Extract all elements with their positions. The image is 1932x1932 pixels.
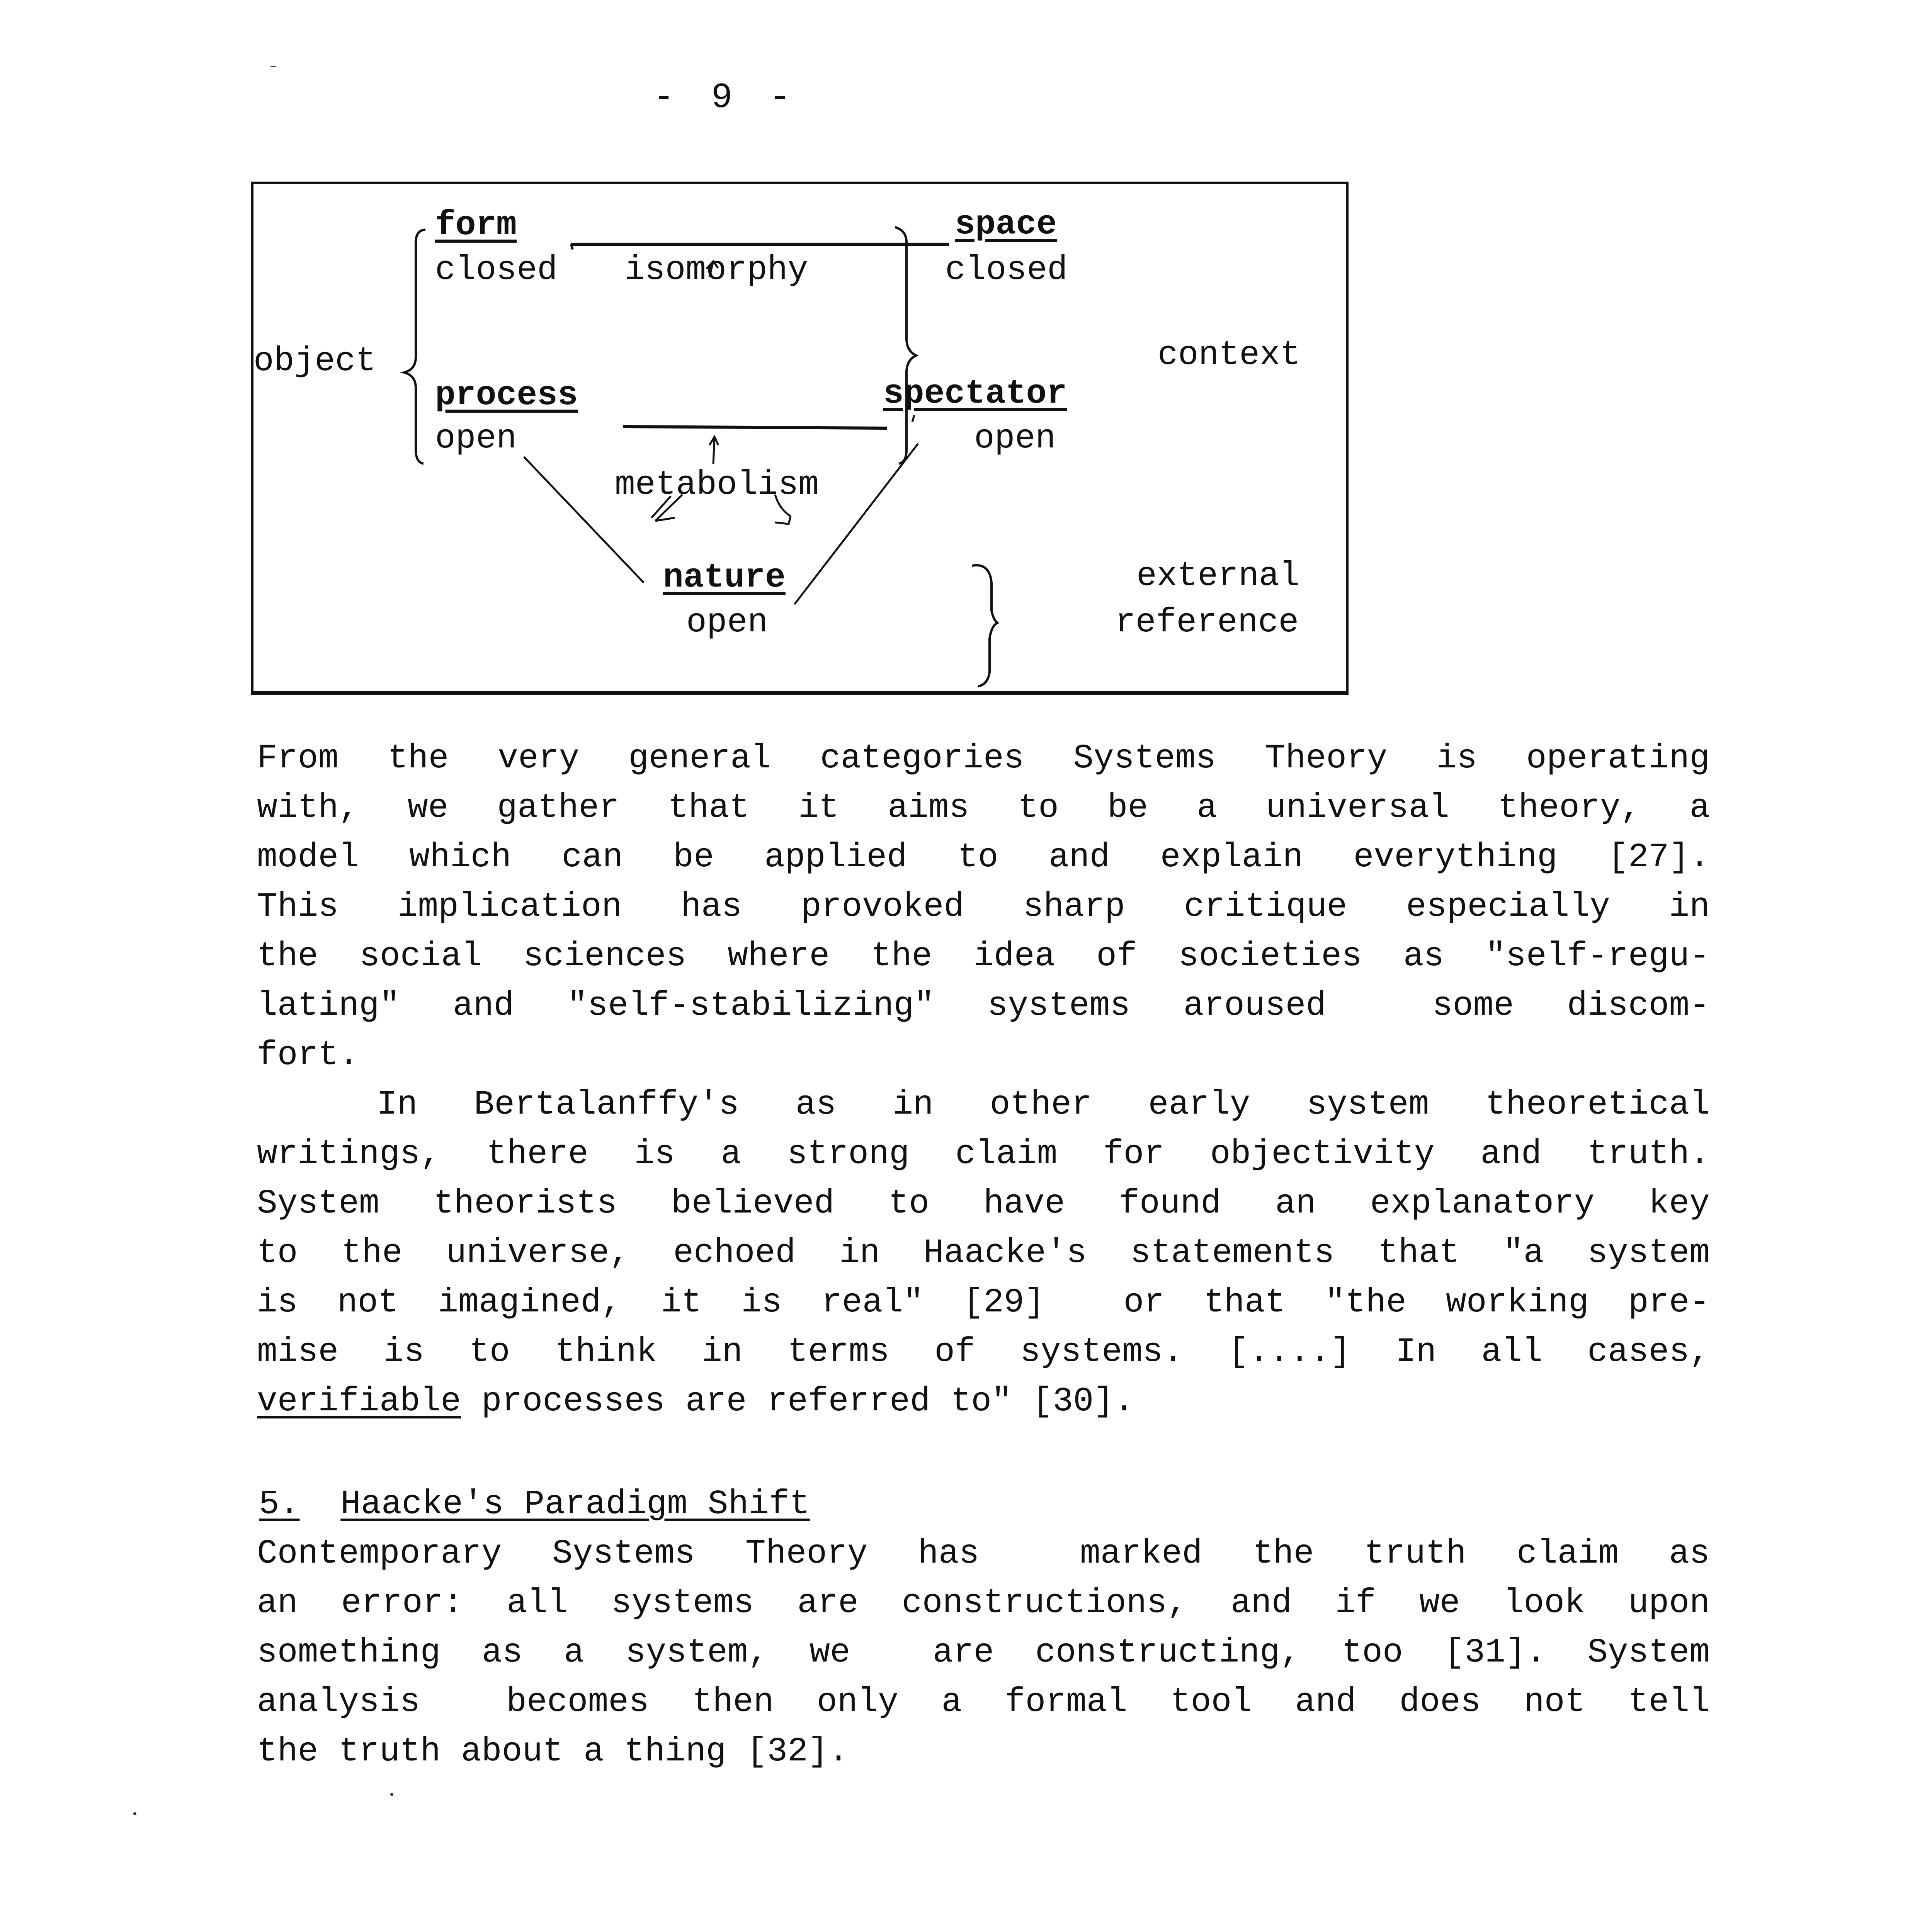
systems-diagram [251,182,1349,695]
reference-label: reference [1115,604,1299,642]
emphasis-verifiable: verifiable [257,1383,461,1421]
node-space-state: closed [945,251,1068,289]
object-brace-icon [404,230,425,464]
paragraph-line: the truth about a thing [32]. [257,1733,849,1771]
paragraph-line: lating" and "self-stabilizing" systems aroused some discom- [257,987,1710,1025]
section-number: 5. [259,1485,300,1524]
paragraph-line: In Bertalanffy's as in other early system theoretical [377,1086,1710,1124]
context-brace-icon [895,227,916,464]
paragraph-line: This implication has provoked sharp critique especially in [257,888,1710,926]
node-spectator: spectator [883,375,1067,413]
spectator-tick [912,415,914,422]
paragraph-1 [257,734,1710,1080]
paragraph-line [257,1377,1710,1427]
section-paragraph [257,1529,1710,1777]
paragraph-line: is not imagined, it is real" [29] or that "the working pre- [257,1284,1710,1322]
scan-speck [133,1812,136,1815]
node-form-state: closed [435,251,558,289]
paragraph-line: model which can be applied to and explain everything [27]. [257,838,1710,877]
paragraph-line: analysis becomes then only a formal tool and does not tell [257,1683,1710,1721]
page-number: - 9 - [653,77,799,118]
paragraph-2 [257,1080,1710,1427]
scan-speck [270,66,276,67]
paragraph-line: the social sciences where the idea of societies as "self-regu- [257,937,1710,976]
paragraph-line: mise is to think in terms of systems. [....] In all cases, [257,1333,1710,1371]
external-label: external [1136,557,1300,595]
process-spectator-line [623,427,887,428]
paragraph-line: an error: all systems are constructions, and if we look upon [257,1584,1710,1622]
node-nature-state: open [686,604,768,642]
external-brace-icon [972,565,997,686]
section-title: Haacke's Paradigm Shift [340,1485,810,1524]
paragraph-line: From the very general categories Systems Theory is operating [257,740,1710,778]
paragraph-line: Contemporary Systems Theory has marked the truth claim as [257,1535,1710,1573]
node-process-state: open [435,420,517,458]
relation-isomorphy: isomorphy [624,251,808,289]
node-form: form [435,206,517,245]
relation-metabolism: metabolism [615,466,819,504]
paragraph-line: writings, there is a strong claim for objectivity and truth. [257,1135,1710,1173]
node-space: space [955,206,1057,244]
section-heading [259,1480,810,1529]
paragraph-line: something as a system, we are constructing, too [31]. System [257,1634,1710,1672]
form-space-line-tick [571,244,573,250]
object-label: object [253,342,376,381]
paragraph-line: fort. [257,1036,359,1075]
paragraph-line: to the universe, echoed in Haacke's statements that "a system [257,1234,1710,1272]
node-process: process [435,376,578,415]
paragraph-line: System theorists believed to have found an explanatory key [257,1185,1710,1223]
paragraph-line: with, we gather that it aims to be a universal theory, a [257,789,1710,827]
paragraph-line-rest: processes are referred to" [30]. [461,1383,1134,1421]
metabolism-up-arrow-icon [709,437,718,464]
node-spectator-state: open [974,420,1056,458]
node-nature: nature [663,559,786,597]
scan-speck [390,1793,393,1796]
context-label: context [1158,336,1301,374]
